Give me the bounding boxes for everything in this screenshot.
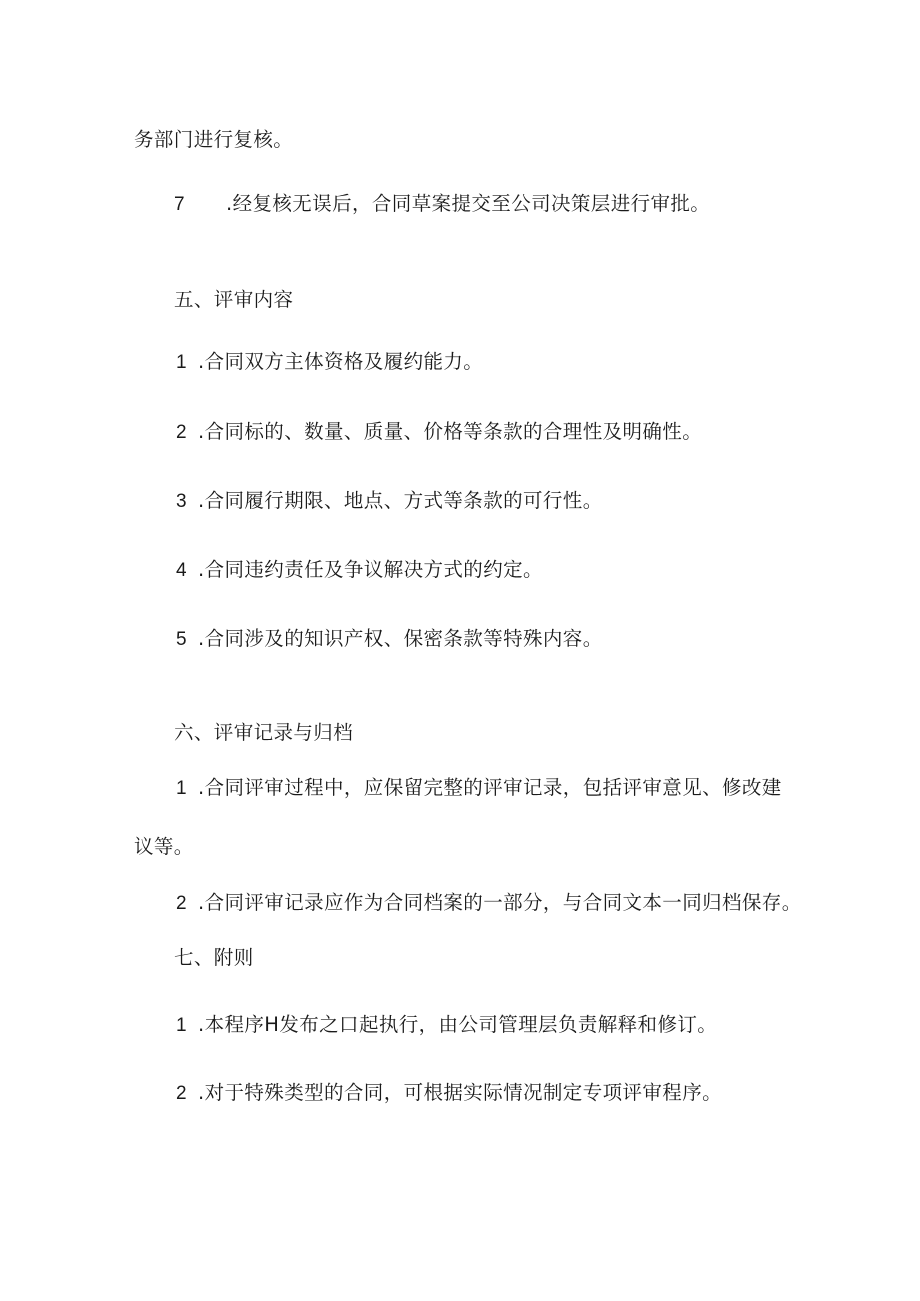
list-item <box>176 1011 717 1040</box>
section-heading: 七、附则 <box>174 946 254 969</box>
step-7 <box>174 190 710 219</box>
item-text: .合同违约责任及争议解决方式的约定。 <box>198 558 543 581</box>
item-number: 2 <box>176 1083 187 1104</box>
item-number: 1 <box>176 352 187 373</box>
item-text: .合同评审过程中，应保留完整的评审记录，包括评审意见、修改建 <box>198 776 782 799</box>
list-item <box>176 487 603 516</box>
section-heading: 六、评审记录与归档 <box>174 721 354 744</box>
item-text-continued: 议等。 <box>134 835 194 858</box>
list-item <box>176 348 483 377</box>
item-text: .合同履行期限、地点、方式等条款的可行性。 <box>198 489 603 512</box>
paragraph-continued: 务部门进行复核。 <box>134 128 294 151</box>
list-item <box>176 1079 722 1108</box>
list-item <box>176 418 702 447</box>
item-number: 3 <box>176 491 187 512</box>
item-number: 4 <box>176 560 187 581</box>
item-text: .合同评审记录应作为合同档案的一部分，与合同文本一同归档保存。 <box>198 891 802 914</box>
item-number: 1 <box>176 778 187 799</box>
item-number: 2 <box>176 422 187 443</box>
step-text: .经复核无误后，合同草案提交至公司决策层进行审批。 <box>226 192 711 215</box>
item-number: 5 <box>176 629 187 650</box>
item-text: .对于特殊类型的合同，可根据实际情况制定专项评审程序。 <box>198 1081 722 1104</box>
item-number: 2 <box>176 893 187 914</box>
list-item <box>176 625 603 654</box>
step-number: 7 <box>174 194 185 215</box>
item-text: .本程序H发布之口起执行，由公司管理层负责解释和修订。 <box>198 1013 718 1036</box>
item-text: .合同双方主体资格及履约能力。 <box>198 350 484 373</box>
list-item <box>176 889 802 918</box>
item-text: .合同涉及的知识产权、保密条款等特殊内容。 <box>198 627 603 650</box>
list-item <box>176 774 782 803</box>
list-item <box>176 556 543 585</box>
section-heading: 五、评审内容 <box>174 288 294 311</box>
item-text: .合同标的、数量、质量、价格等条款的合理性及明确性。 <box>198 420 703 443</box>
item-number: 1 <box>176 1015 187 1036</box>
